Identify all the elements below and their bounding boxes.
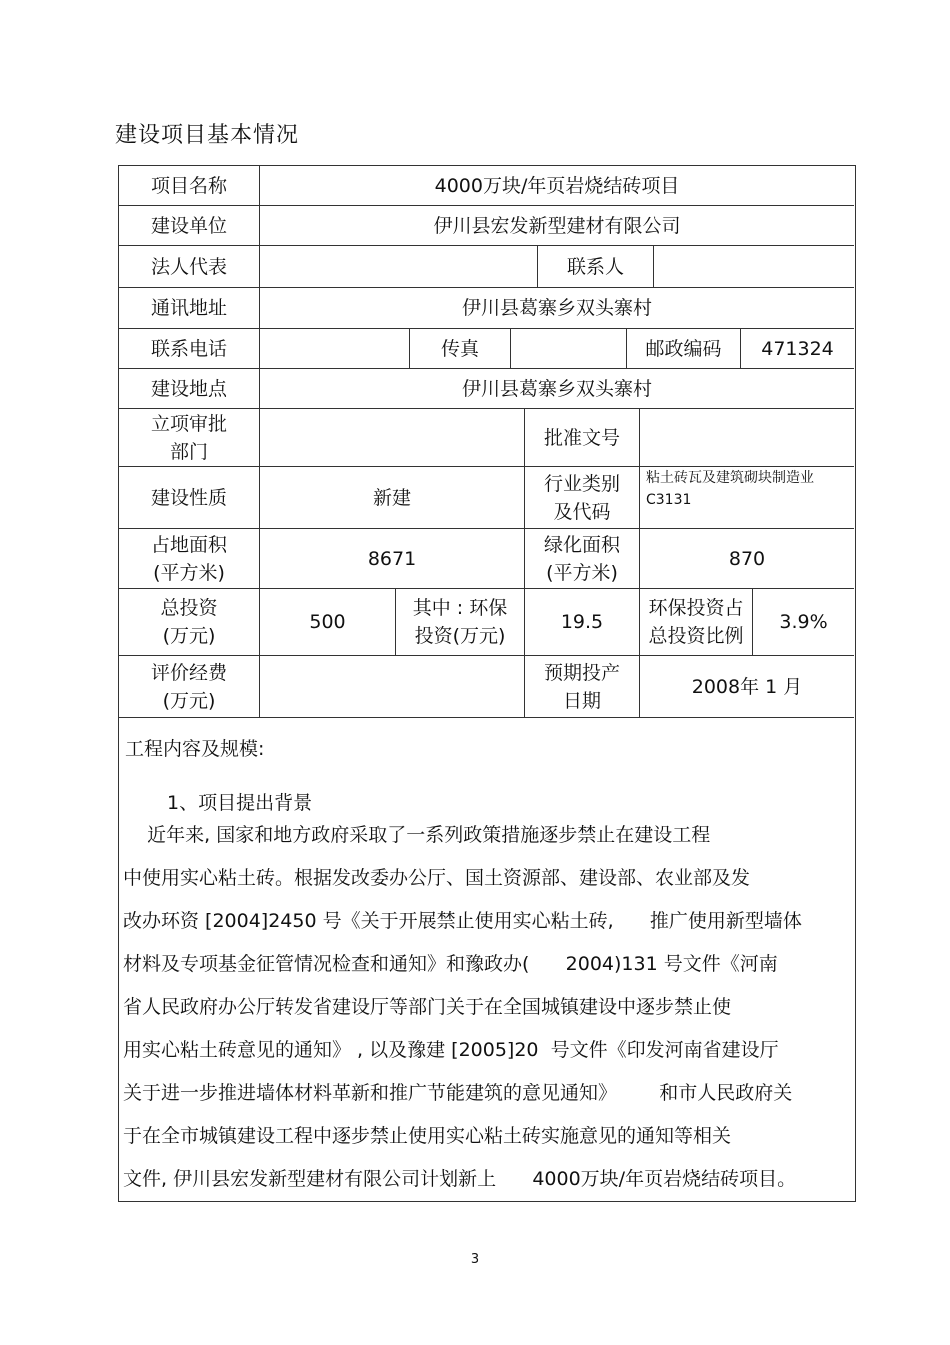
- project-name-value: 4000万块/年页岩烧结砖项目: [260, 166, 854, 206]
- approval-no-value: [640, 409, 854, 467]
- project-name-label: 项目名称: [119, 166, 260, 206]
- env-invest-label: [396, 589, 525, 656]
- page-title: 建设项目基本情况: [115, 123, 300, 148]
- eval-fee-value: [260, 656, 525, 718]
- green-area-label-line2: (平方米): [546, 561, 618, 584]
- op-date-label: [525, 656, 640, 718]
- paragraph-line: 省人民政府办公厅转发省建设厅等部门关于在全国城镇建设中逐步禁止使: [123, 996, 732, 1018]
- op-date-label-line2: 日期: [562, 689, 601, 712]
- op-date-value: 2008年 1 月: [640, 656, 854, 718]
- paragraph-line: 改办环资 [2004]2450 号《关于开展禁止使用实心粘土砖, 推广使用新型墙体: [123, 910, 802, 932]
- industry-label-line2: 及代码: [553, 500, 611, 523]
- land-area-label: [119, 529, 260, 589]
- env-ratio-label-line2: 总投资比例: [648, 625, 744, 647]
- approval-dept-label: [119, 409, 260, 467]
- paragraph-line: 用实心粘土砖意见的通知》 , 以及豫建 [2005]20 号文件《印发河南省建设厅: [123, 1039, 779, 1061]
- site-value: 伊川县葛寨乡双头寨村: [260, 369, 854, 409]
- fax-value: [511, 329, 627, 369]
- land-area-label-line1: 占地面积: [150, 533, 227, 556]
- paragraph-line: 中使用实心粘土砖。根据发改委办公厅、国土资源部、建设部、农业部及发: [123, 867, 751, 889]
- eval-fee-label: [119, 656, 260, 718]
- phone-value: [260, 329, 410, 369]
- invest-value: 500: [260, 589, 396, 656]
- invest-label-line1: 总投资: [160, 597, 218, 619]
- legal-rep-label: 法人代表: [119, 246, 260, 288]
- industry-label: [525, 467, 640, 529]
- background-paragraph: [123, 814, 849, 1201]
- phone-label: 联系电话: [119, 329, 260, 369]
- industry-value-line1: 粘土砖瓦及建筑砌块制造业: [646, 470, 814, 486]
- paragraph-line: 材料及专项基金征管情况检查和通知》和豫政办( 2004)131 号文件《河南: [123, 953, 778, 975]
- env-invest-value: 19.5: [525, 589, 640, 656]
- green-area-label: [525, 529, 640, 589]
- env-invest-label-line2: 投资(万元): [414, 625, 506, 647]
- legal-rep-value: [260, 246, 538, 288]
- builder-value: 伊川县宏发新型建材有限公司: [260, 206, 854, 246]
- approval-dept-label-line2: 部门: [169, 440, 208, 463]
- section-heading: 1、项目提出背景: [167, 792, 313, 814]
- contact-label: 联系人: [538, 246, 654, 288]
- eval-fee-label-line1: 评价经费: [150, 661, 227, 684]
- green-area-value: 870: [640, 529, 854, 589]
- op-date-label-line1: 预期投产: [543, 661, 620, 684]
- paragraph-line: 于在全市城镇建设工程中逐步禁止使用实心粘土砖实施意见的通知等相关: [123, 1125, 732, 1147]
- postcode-label: 邮政编码: [627, 329, 741, 369]
- contact-value: [654, 246, 854, 288]
- env-ratio-label-line1: 环保投资占: [648, 597, 744, 619]
- env-invest-label-line1: 其中 : 环保: [412, 597, 508, 619]
- paragraph-line: 文件, 伊川县宏发新型建材有限公司计划新上 4000万块/年页岩烧结砖项目。: [123, 1168, 797, 1190]
- paragraph-line: 关于进一步推进墙体材料革新和推广节能建筑的意见通知》 和市人民政府关: [123, 1082, 793, 1104]
- page-number: 3: [470, 1252, 480, 1267]
- content-label: 工程内容及规模:: [125, 738, 265, 760]
- approval-dept-label-line1: 立项审批: [150, 412, 227, 435]
- invest-label: [119, 589, 260, 656]
- address-value: 伊川县葛寨乡双头寨村: [260, 288, 854, 329]
- land-area-value: 8671: [260, 529, 525, 589]
- address-label: 通讯地址: [119, 288, 260, 329]
- builder-label: 建设单位: [119, 206, 260, 246]
- env-ratio-value: 3.9%: [753, 589, 854, 656]
- fax-label: 传真: [410, 329, 511, 369]
- approval-no-label: 批准文号: [525, 409, 640, 467]
- nature-label: 建设性质: [119, 467, 260, 529]
- green-area-label-line1: 绿化面积: [543, 533, 620, 556]
- project-info-table: [118, 165, 856, 1202]
- approval-dept-value: [260, 409, 525, 467]
- postcode-value: 471324: [741, 329, 854, 369]
- land-area-label-line2: (平方米): [153, 561, 225, 584]
- industry-label-line1: 行业类别: [543, 472, 620, 495]
- industry-value-line2: C3131: [646, 492, 692, 508]
- site-label: 建设地点: [119, 369, 260, 409]
- env-ratio-label: [640, 589, 753, 656]
- paragraph-line: 近年来, 国家和地方政府采取了一系列政策措施逐步禁止在建设工程: [123, 824, 711, 846]
- industry-value: [640, 467, 854, 529]
- nature-value: 新建: [260, 467, 525, 529]
- invest-label-line2: (万元): [162, 625, 216, 647]
- eval-fee-label-line2: (万元): [162, 689, 216, 712]
